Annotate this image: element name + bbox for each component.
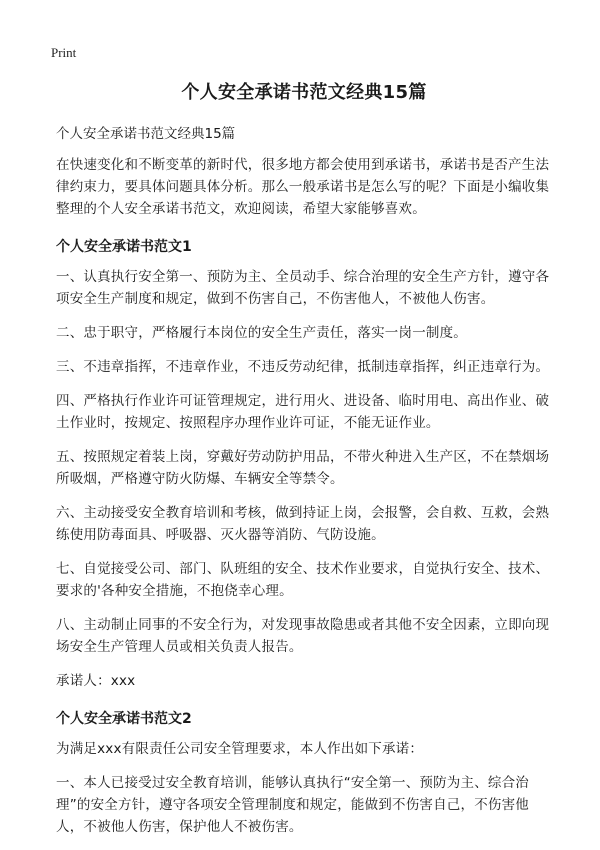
print-link[interactable]: Print: [51, 45, 77, 60]
paragraph: 二、忠于职守，严格履行本岗位的安全生产责任，落实一岗一制度。: [56, 325, 467, 341]
paragraph: 为满足xxx有限责任公司安全管理要求，本人作出如下承诺：: [56, 741, 424, 757]
paragraph: 五、按照规定着装上岗，穿戴好劳动防护用品，不带火种进入生产区，不在禁烟场所吸烟，严格遵守防火防爆、车辆安全等禁令。: [56, 449, 550, 487]
paragraph: 四、严格执行作业许可证管理规定，进行用火、进设备、临时用电、高出作业、破土作业时，按规定、按照程序办理作业许可证，不能无证作业。: [56, 393, 550, 431]
paragraph: 八、主动制止同事的不安全行为，对发现事故隐患或者其他不安全因素，立即向现场安全生产管理人员或相关负责人报告。: [56, 617, 550, 655]
paragraph: 三、不违章指挥，不违章作业，不违反劳动纪律，抵制违章指挥，纠正违章行为。: [56, 359, 550, 375]
section-heading: 个人安全承诺书范文1: [56, 239, 192, 255]
intro-paragraph: 在快速变化和不断变革的新时代，很多地方都会使用到承诺书，承诺书是否产生法律约束力，要具体问题具体分析。那么一般承诺书是怎么写的呢？下面是小编收集整理的个人安全承诺书范文，欢迎阅读，希望大家能够喜欢。: [56, 157, 550, 217]
page-title: 个人安全承诺书范文经典15篇: [181, 82, 427, 103]
document-page: [56, 78, 552, 850]
section-heading: 个人安全承诺书范文2: [56, 711, 192, 727]
document-subtitle: 个人安全承诺书范文经典15篇: [56, 126, 236, 142]
paragraph: 六、主动接受安全教育培训和考核，做到持证上岗，会报警，会自救、互救，会熟练使用防毒面具、呼吸器、灭火器等消防、气防设施。: [56, 505, 550, 543]
paragraph: 一、认真执行安全第一、预防为主、全员动手、综合治理的安全生产方针，遵守各项安全生产制度和规定，做到不伤害自己，不伤害他人，不被他人伤害。: [56, 269, 550, 307]
paragraph: 一、本人已接受过安全教育培训，能够认真执行“安全第一、预防为主、综合治理”的安全方针，遵守各项安全管理制度和规定，能做到不伤害自己，不伤害他人，不被他人伤害，保护他人不被伤害。: [56, 775, 529, 835]
paragraph: 七、自觉接受公司、部门、队班组的安全、技术作业要求，自觉执行安全、技术、要求的'各种安全措施，不抱侥幸心理。: [56, 561, 550, 599]
signatory-line: 承诺人：xxx: [56, 673, 136, 689]
